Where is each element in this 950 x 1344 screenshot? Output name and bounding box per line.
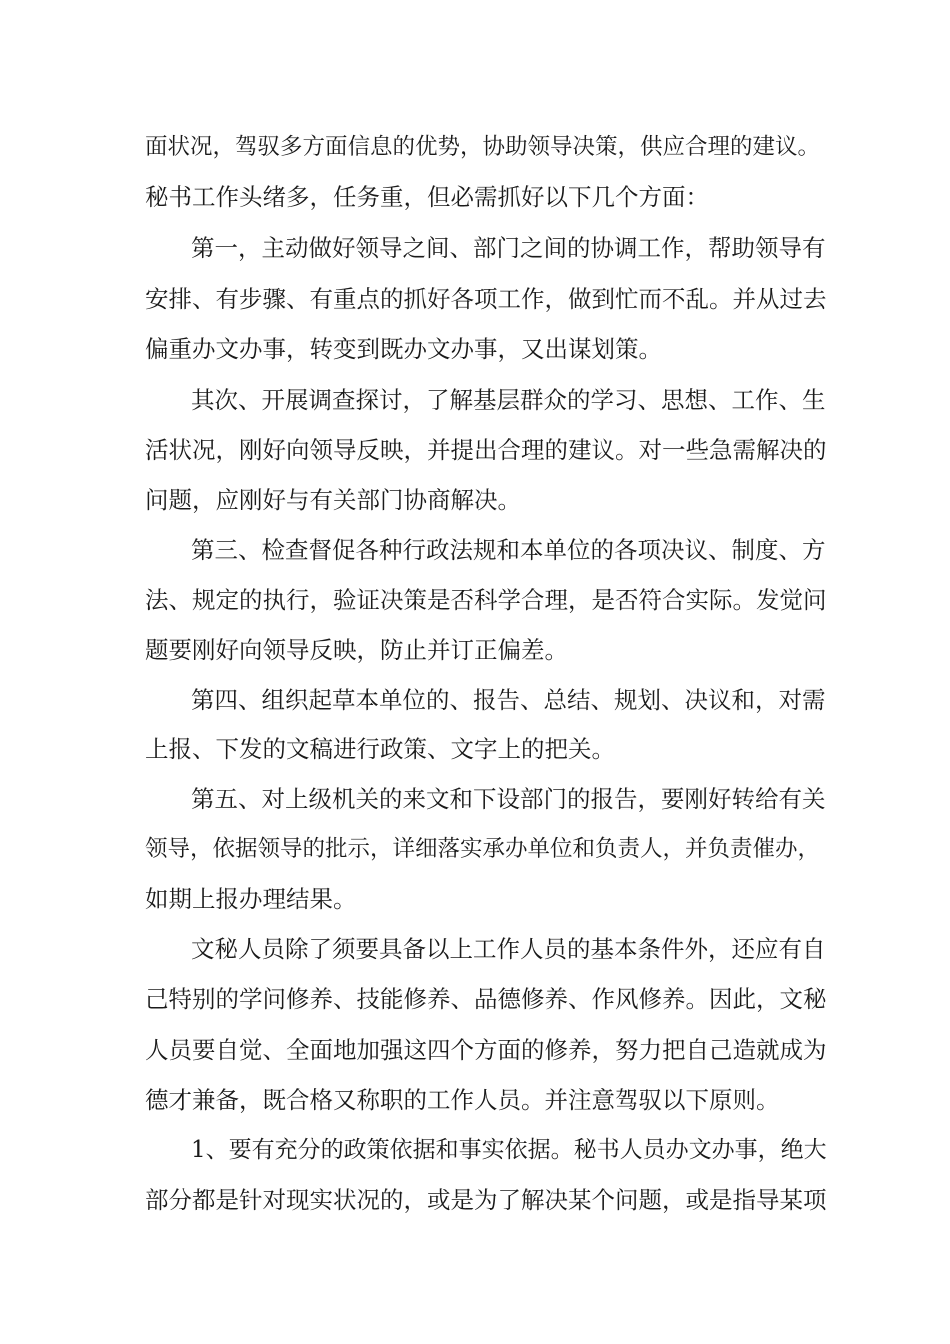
text-line-18: 己特别的学问修养、技能修养、品德修养、作风修养。因此，文秘 <box>145 985 827 1013</box>
text-line-7: 活状况，刚好向领导反映，并提出合理的建议。对一些急需解决的 <box>145 436 827 464</box>
text-line-4: 安排、有步骤、有重点的抓好各项工作，做到忙而不乱。并从过去 <box>145 285 827 313</box>
text-line-10: 法、规定的执行，验证决策是否科学合理，是否符合实际。发觉问 <box>145 586 827 614</box>
text-line-3: 第一，主动做好领导之间、部门之间的协调工作，帮助领导有 <box>191 234 826 262</box>
text-line-1: 面状况，驾驭多方面信息的优势，协助领导决策，供应合理的建议。 <box>145 134 821 160</box>
text-line-22: 部分都是针对现实状况的，或是为了解决某个问题，或是指导某项 <box>145 1186 827 1214</box>
text-line-2: 秘书工作头绪多，任务重，但必需抓好以下几个方面： <box>145 183 709 211</box>
text-line-9: 第三、检查督促各种行政法规和本单位的各项决议、制度、方 <box>191 536 826 564</box>
text-line-12: 第四、组织起草本单位的、报告、总结、规划、决议和，对需 <box>191 686 826 714</box>
text-line-20: 德才兼备，既合格又称职的工作人员。并注意驾驭以下原则。 <box>145 1086 780 1114</box>
text-line-16: 如期上报办理结果。 <box>145 885 357 913</box>
text-line-13: 上报、下发的文稿进行政策、文字上的把关。 <box>145 735 615 763</box>
text-line-21: 1、要有充分的政策依据和事实依据。秘书人员办文办事，绝大 <box>191 1137 827 1163</box>
text-line-6: 其次、开展调查探讨，了解基层群众的学习、思想、工作、生 <box>191 386 826 414</box>
text-line-8: 问题，应刚好与有关部门协商解决。 <box>145 486 521 514</box>
text-line-14: 第五、对上级机关的来文和下设部门的报告，要刚好转给有关 <box>191 785 826 813</box>
text-line-11: 题要刚好向领导反映，防止并订正偏差。 <box>145 636 568 664</box>
text-line-19: 人员要自觉、全面地加强这四个方面的修养，努力把自己造就成为 <box>145 1036 827 1064</box>
text-line-5: 偏重办文办事，转变到既办文办事，又出谋划策。 <box>145 335 662 363</box>
text-line-17: 文秘人员除了须要具备以上工作人员的基本条件外，还应有自 <box>191 935 826 963</box>
text-line-15: 领导，依据领导的批示，详细落实承办单位和负责人，并负责催办， <box>145 836 821 862</box>
